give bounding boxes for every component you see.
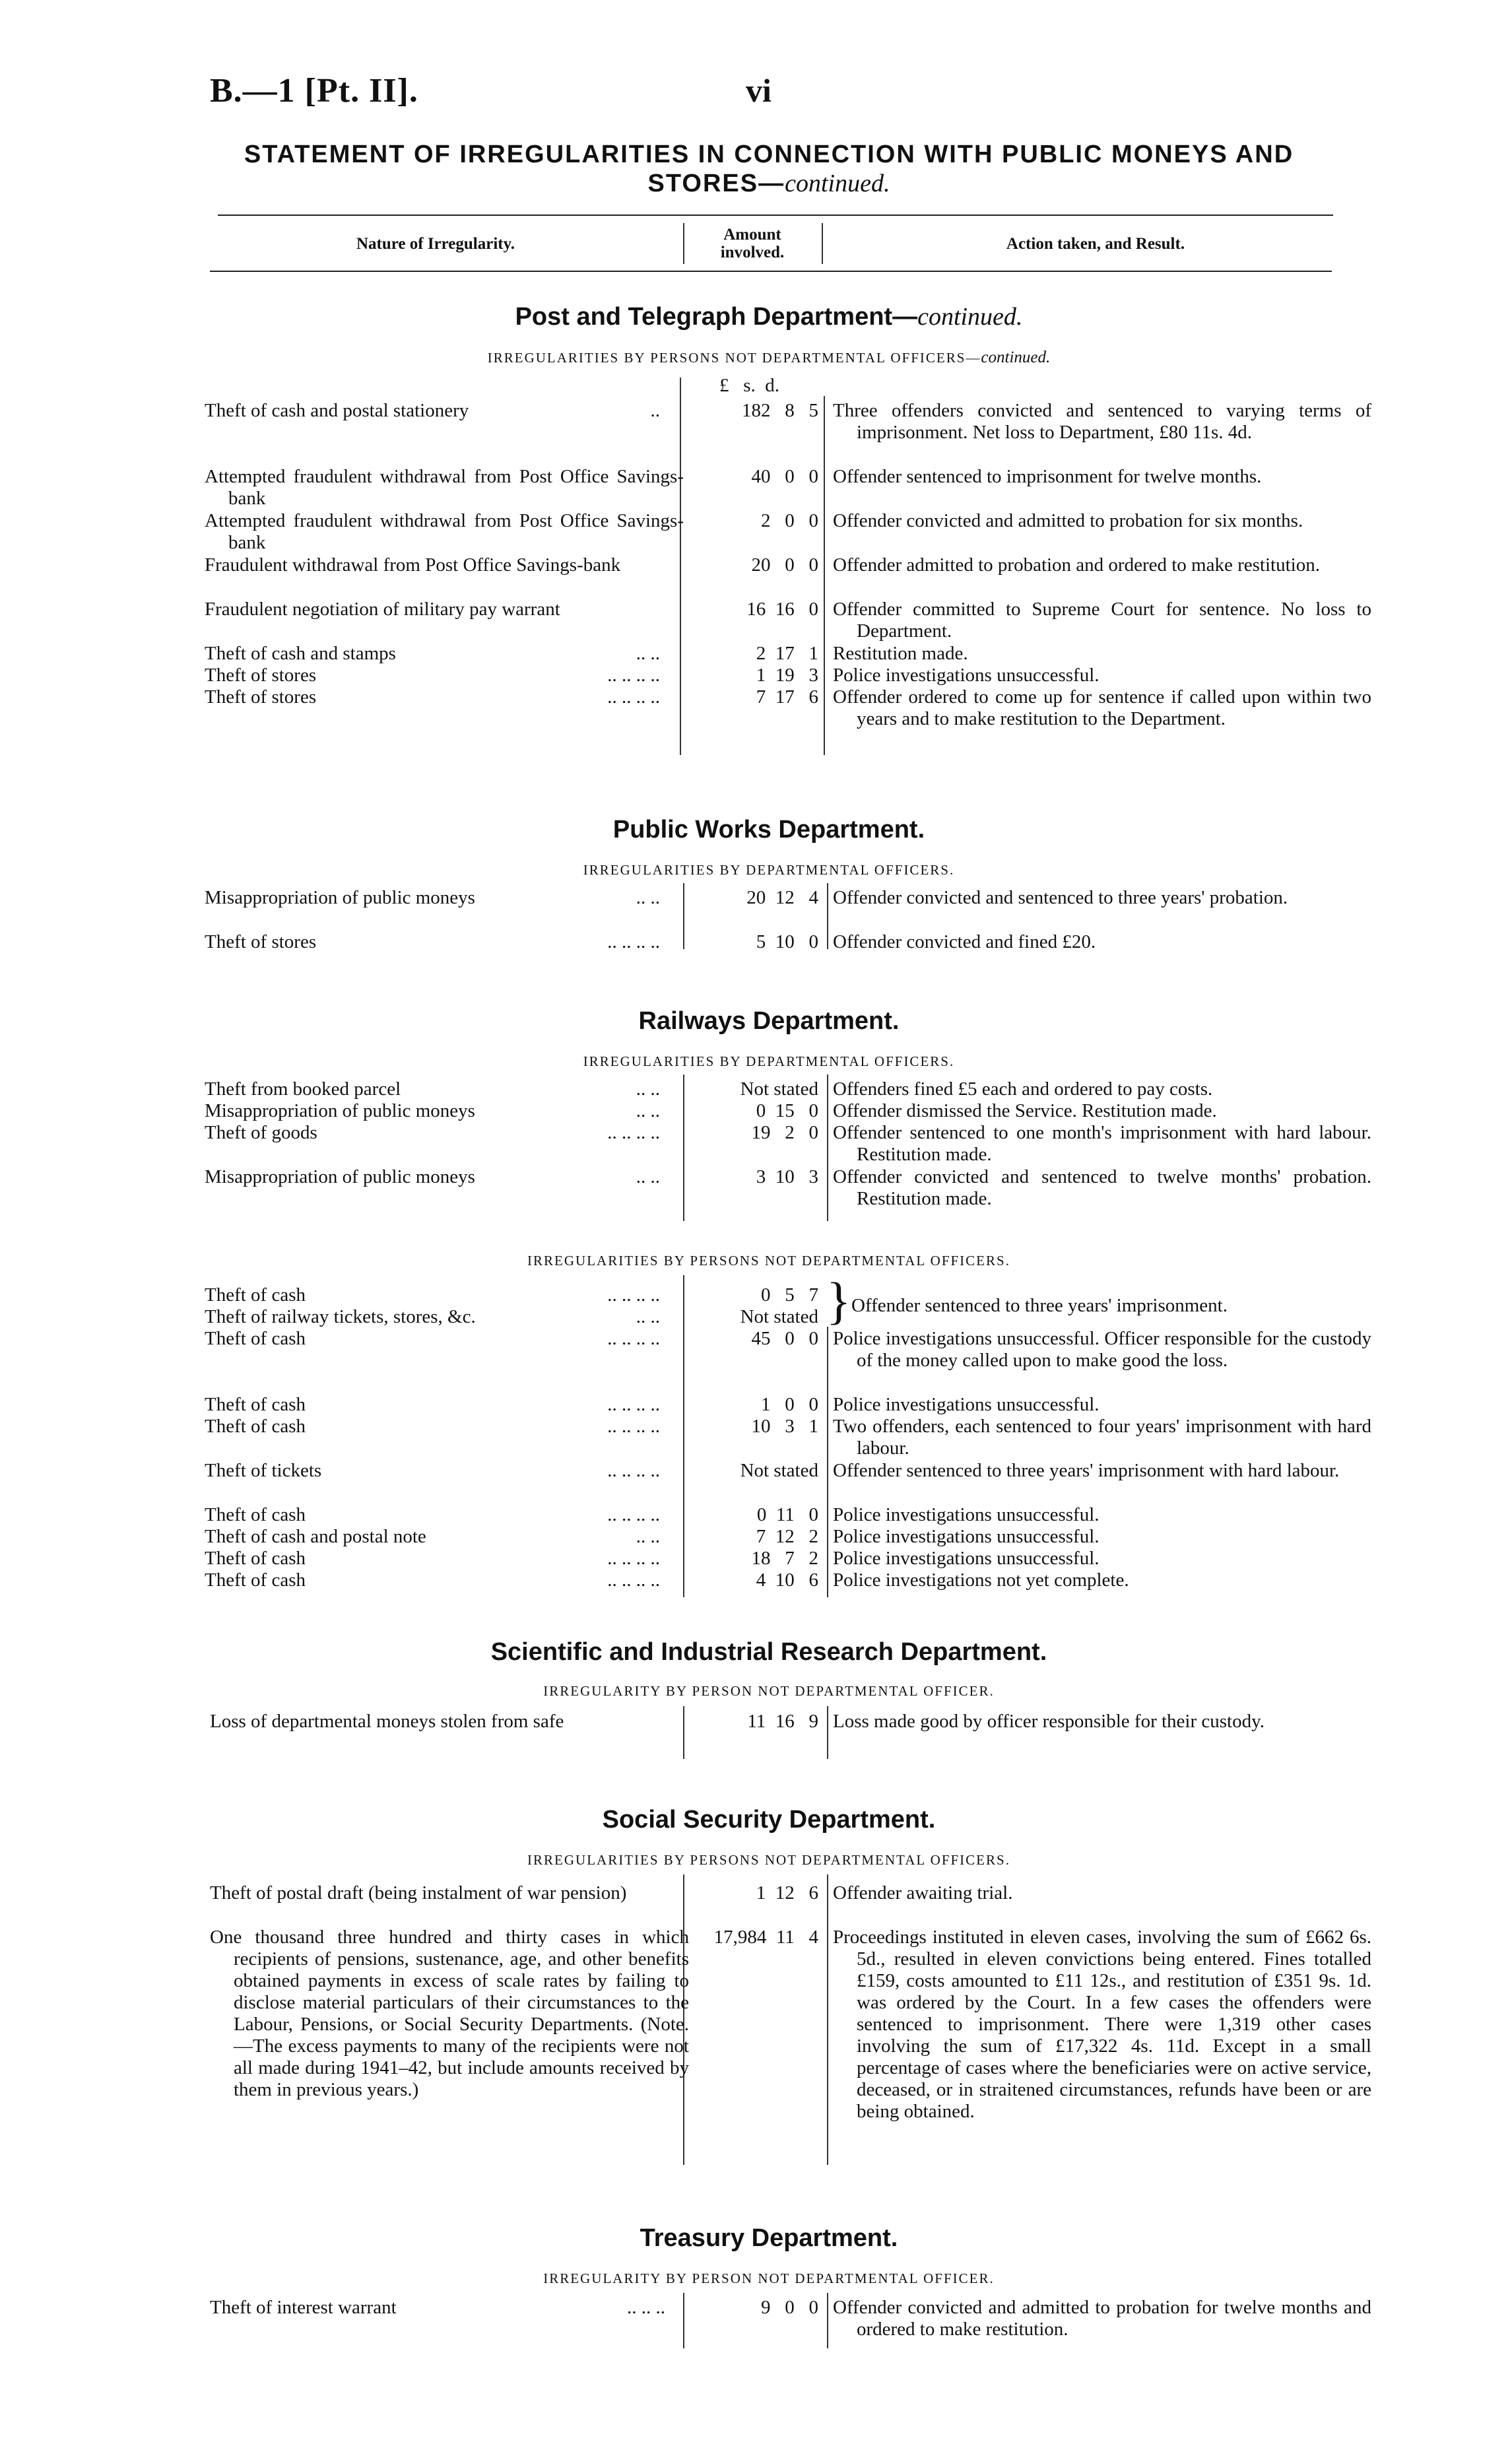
amount-cell: 40 0 0 [751, 466, 818, 487]
action-cell: Two offenders, each sentenced to four years' imprisonment with hard labour. [833, 1416, 1371, 1459]
amount-cell: 10 3 1 [751, 1416, 818, 1437]
nature-cell: Theft of cash .. .. .. .. [205, 1504, 660, 1525]
nature-cell: Theft of cash .. .. .. .. [205, 1394, 660, 1415]
amount-cell: 18 7 2 [751, 1548, 818, 1569]
nature-cell: Theft of goods .. .. .. .. [205, 1122, 660, 1143]
amount-cell: 1 12 6 [756, 1882, 818, 1903]
amount-cell: 0 5 7 [761, 1284, 818, 1306]
nature-cell: One thousand three hundred and thirty cases in which recipients of pensions, sustenance, age, and other benefits obtained payments in excess of scale rates by failing to disclose material particulars of their circumstances to the Labour, Pensions, or Social Security Departments. (Note.—The excess payments to many of the recipients were not all made during 1941–42, but include amounts received by them in previous years.) [210, 1927, 689, 2100]
section-subtitle: IRREGULARITIES BY PERSONS NOT DEPARTMENTAL OFFICERS. [527, 1253, 1010, 1269]
amount-cell: 45 0 0 [751, 1328, 818, 1349]
nature-cell: Attempted fraudulent withdrawal from Post Office Savings-bank [205, 510, 684, 553]
amount-cell: 20 12 4 [746, 887, 818, 908]
nature-cell: Fraudulent withdrawal from Post Office Savings-bank [205, 554, 621, 576]
nature-cell: Theft of railway tickets, stores, &c. .. .. [205, 1306, 660, 1327]
amount-cell: 5 10 0 [756, 931, 818, 952]
nature-cell: Theft of stores .. .. .. .. [205, 686, 660, 708]
nature-cell: Misappropriation of public moneys .. .. [205, 1100, 660, 1121]
amount-cell: Not stated [740, 1078, 818, 1100]
nature-cell: Theft of cash and postal note .. .. [205, 1526, 660, 1547]
amount-cell: 4 10 6 [756, 1570, 818, 1591]
amount-column-rule [683, 2293, 684, 2348]
page-number: vi [746, 72, 772, 109]
action-cell: Police investigations unsuccessful. [833, 1526, 1100, 1547]
amount-cell: Not stated [740, 1306, 818, 1327]
column-header-amount: Amount involved. [720, 226, 785, 261]
amount-cell: 11 16 9 [747, 1711, 818, 1732]
action-cell: Police investigations not yet complete. [833, 1570, 1129, 1591]
amount-cell: 7 17 6 [756, 686, 818, 708]
amount-cell: 16 16 0 [746, 599, 818, 620]
currency-header: £ s. d. [719, 375, 780, 396]
amount-cell: 7 12 2 [756, 1526, 818, 1547]
title-line-1: STATEMENT OF IRREGULARITIES IN CONNECTION WITH PUBLIC MONEYS AND [244, 141, 1294, 168]
amount-cell: 2 0 0 [761, 510, 818, 531]
action-column-rule [827, 2293, 828, 2348]
nature-cell: Attempted fraudulent withdrawal from Post Office Savings-bank [205, 466, 684, 509]
section-subtitle: IRREGULARITIES BY DEPARTMENTAL OFFICERS. [583, 1053, 955, 1069]
nature-cell: Theft of cash and stamps .. .. [205, 643, 660, 664]
action-column-rule [827, 1706, 828, 1759]
action-cell: Proceedings instituted in eleven cases, involving the sum of £662 6s. 5d., resulted in eleven convictions being entered. Fines totalled £159, costs amounted to £11 12s., and restitution of £351 9s. 1d. was ordered by the Court. In a few cases the offenders were sentenced to imprisonment. There were 1,319 other cases involving the sum of £17,322 4s. 11d. Except in a small percentage of cases where the beneficiaries were on active service, deceased, or in straitened circumstances, refunds have been or are being obtained. [833, 1927, 1371, 2122]
nature-cell: Fraudulent negotiation of military pay warrant [205, 599, 560, 620]
section-subtitle: IRREGULARITIES BY PERSONS NOT DEPARTMENTAL OFFICERS—continued. [487, 348, 1051, 366]
amount-cell: 182 8 5 [742, 400, 818, 421]
amount-cell: 0 15 0 [756, 1100, 818, 1121]
nature-cell: Theft of cash .. .. .. .. [205, 1570, 660, 1591]
column-header-top-rule [218, 215, 1333, 216]
action-cell: Offender convicted and fined £20. [833, 931, 1096, 952]
column-header-action: Action taken, and Result. [1006, 235, 1185, 253]
section-title-scientific: Scientific and Industrial Research Department. [490, 1638, 1047, 1666]
action-cell: Restitution made. [833, 643, 968, 664]
title-line-2: STORES—continued. [647, 170, 890, 197]
section-subtitle: IRREGULARITY BY PERSON NOT DEPARTMENTAL OFFICER. [543, 2270, 995, 2286]
nature-cell: Theft of postal draft (being instalment of war pension) [210, 1882, 627, 1903]
action-cell: Offender sentenced to imprisonment for twelve months. [833, 466, 1262, 487]
nature-cell: Misappropriation of public moneys .. .. [205, 887, 660, 908]
amount-cell: 1 19 3 [756, 665, 818, 686]
amount-cell: 19 2 0 [751, 1122, 818, 1143]
action-cell: Offender convicted and admitted to probation for twelve months and ordered to make restitution. [833, 2297, 1371, 2340]
action-cell: Police investigations unsuccessful. [833, 1548, 1100, 1569]
amount-column-rule [683, 1706, 684, 1759]
action-cell: Offender committed to Supreme Court for sentence. No loss to Department. [833, 599, 1371, 642]
amount-cell: 0 11 0 [756, 1504, 818, 1525]
action-cell: Offender admitted to probation and ordered to make restitution. [833, 554, 1320, 576]
section-subtitle: IRREGULARITIES BY PERSONS NOT DEPARTMENTAL OFFICERS. [527, 1852, 1010, 1868]
amount-cell: 17,984 11 4 [713, 1927, 818, 1948]
nature-cell: Loss of departmental moneys stolen from safe [210, 1711, 564, 1732]
section-subtitle: IRREGULARITIES BY DEPARTMENTAL OFFICERS. [583, 862, 955, 878]
action-cell: Offenders fined £5 each and ordered to pay costs. [833, 1078, 1213, 1100]
action-column-rule [824, 396, 825, 755]
amount-cell: 3 10 3 [756, 1166, 818, 1187]
column-header-nature: Nature of Irregularity. [356, 235, 515, 253]
nature-cell: Theft of cash .. .. .. .. [205, 1416, 660, 1437]
nature-cell: Theft of stores .. .. .. .. [205, 665, 660, 686]
action-cell: Offender sentenced to one month's imprisonment with hard labour. Restitution made. [833, 1122, 1371, 1165]
document-reference: B.—1 [Pt. II]. [210, 72, 418, 110]
action-cell: Loss made good by officer responsible for their custody. [833, 1711, 1265, 1732]
nature-cell: Theft of interest warrant .. .. .. [210, 2297, 665, 2318]
action-cell: Offender convicted and sentenced to three years' probation. [833, 887, 1288, 908]
action-cell: Police investigations unsuccessful. [833, 1504, 1100, 1525]
nature-cell: Theft of cash .. .. .. .. [205, 1548, 660, 1569]
column-header-bottom-rule [210, 271, 1332, 272]
action-cell: Offender sentenced to three years' imprisonment. [851, 1295, 1228, 1316]
nature-cell: Theft of cash .. .. .. .. [205, 1284, 660, 1306]
action-column-rule [827, 883, 828, 949]
action-cell: Offender sentenced to three years' imprisonment with hard labour. [833, 1460, 1340, 1481]
action-cell: Offender convicted and admitted to probation for six months. [833, 510, 1303, 531]
action-cell: Police investigations unsuccessful. [833, 665, 1100, 686]
nature-cell: Theft of stores .. .. .. .. [205, 931, 660, 952]
section-subtitle: IRREGULARITY BY PERSON NOT DEPARTMENTAL OFFICER. [543, 1683, 995, 1699]
nature-cell: Theft of tickets .. .. .. .. [205, 1460, 660, 1481]
action-cell: Offender ordered to come up for sentence if called upon within two years and to make restitution to the Department. [833, 686, 1371, 729]
action-cell: Police investigations unsuccessful. [833, 1394, 1100, 1415]
section-title-social-security: Social Security Department. [602, 1806, 936, 1834]
amount-cell: 1 0 0 [761, 1394, 818, 1415]
amount-cell: 20 0 0 [751, 554, 818, 576]
section-title-public-works: Public Works Department. [612, 816, 925, 844]
column-divider [822, 223, 823, 264]
page-title [198, 140, 1340, 198]
action-column-rule [827, 1075, 828, 1221]
action-cell: Police investigations unsuccessful. Officer responsible for the custody of the money called upon to make good the loss. [833, 1328, 1371, 1371]
amount-cell: Not stated [740, 1460, 818, 1481]
action-cell: Three offenders convicted and sentenced to varying terms of imprisonment. Net loss to Department, £80 11s. 4d. [833, 400, 1371, 443]
section-title-post-telegraph: Post and Telegraph Department—continued. [515, 303, 1023, 331]
action-cell: Offender dismissed the Service. Restitution made. [833, 1100, 1217, 1121]
action-column-rule [827, 1874, 828, 2165]
action-column-rule [827, 1327, 828, 1597]
nature-cell: Theft from booked parcel .. .. [205, 1078, 660, 1100]
nature-cell: Theft of cash .. .. .. .. [205, 1328, 660, 1349]
section-title-railways: Railways Department. [638, 1007, 900, 1035]
brace: } [826, 1272, 851, 1329]
amount-column-rule [683, 1275, 684, 1597]
nature-cell: Misappropriation of public moneys .. .. [205, 1166, 660, 1187]
nature-cell: Theft of cash and postal stationery .. [205, 400, 660, 421]
amount-column-rule [683, 1075, 684, 1221]
column-divider [683, 223, 684, 264]
section-title-treasury: Treasury Department. [640, 2224, 898, 2252]
amount-cell: 9 0 0 [761, 2297, 818, 2318]
amount-column-rule [683, 883, 684, 949]
action-cell: Offender convicted and sentenced to twelve months' probation. Restitution made. [833, 1166, 1371, 1209]
amount-cell: 2 17 1 [756, 643, 818, 664]
action-cell: Offender awaiting trial. [833, 1882, 1013, 1903]
